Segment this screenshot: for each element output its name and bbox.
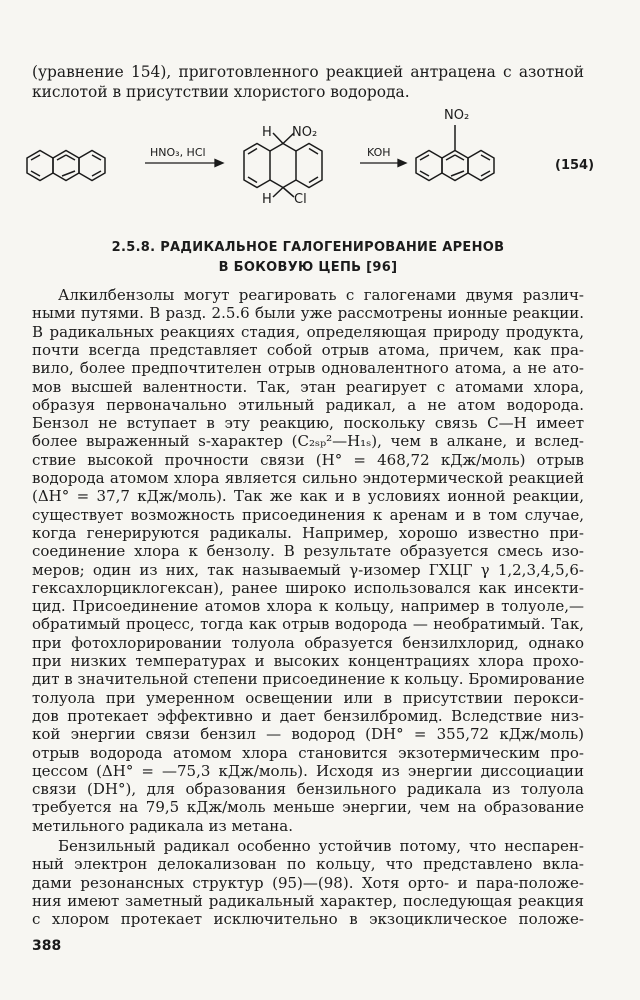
text-line: ствие высокой прочности связи (H° = 468,72 кДж/моль) отрыв [32, 450, 584, 469]
text-line: гексахлорциклогексан), ранее широко использовался как инсекти- [32, 578, 584, 597]
nitroanthracene-structure [416, 125, 494, 181]
section-heading-line1: 2.5.8. РАДИКАЛЬНОЕ ГАЛОГЕНИРОВАНИЕ АРЕНОВ [111, 240, 505, 255]
text-line: цид. Присоединение атомов хлора к кольцу, например в толуоле,— [32, 597, 584, 616]
text-line: цессом (ΔH° = —75,3 кДж/моль). Исходя из энергии диссоциации [32, 761, 584, 780]
text-line: водорода атомом хлора является сильно эндотермической реакцией [32, 469, 584, 487]
reagent-label-2: KOH [367, 146, 391, 159]
text-line: связи (DH°), для образования бензильного радикала из толуола [32, 780, 584, 799]
text-line: кой энергии связи бензил — водород (DH° = 355,72 кДж/моль) [32, 725, 584, 744]
page-number: 388 [32, 938, 62, 954]
intro-line: кислотой в присутствии хлористого водорода. [32, 83, 410, 101]
text-line: при фотохлорировании толуола образуется бензилхлорид, однако [32, 633, 584, 652]
text-line: соединение хлора к бензолу. В результате образуется смесь изо- [32, 542, 584, 561]
text-line: ния имеют заметный радикальный характер, последующая реакция [32, 891, 584, 910]
text-line: В радикальных реакциях стадия, определяющая природу продукта, [32, 322, 584, 341]
anthracene-structure [27, 151, 105, 181]
text-line: толуола при умеренном освещении или в присутствии перокси- [32, 688, 584, 707]
text-line: (ΔH° = 37,7 кДж/моль). Так же как и в условиях ионной реакции, [32, 487, 584, 506]
text-line: отрыв водорода атомом хлора становится экзотермическим про- [32, 743, 584, 762]
intro-line: (уравнение 154), приготовленного реакцией антрацена с азотной [32, 63, 584, 81]
atom-h-top: H [262, 125, 272, 140]
text-line: дов протекает эффективно и дает бензилбромид. Вследствие низ- [32, 706, 584, 725]
text-line: Алкилбензолы могут реагировать с галогенами двумя различ- [58, 286, 584, 304]
arrow-2 [360, 160, 406, 167]
dihydroanthracene-structure [244, 133, 322, 197]
text-line: почти всегда представляет собой отрыв атома, причем, как пра- [32, 340, 584, 359]
equation-number: (154) [555, 158, 595, 173]
text-line: дит в значительной степени присоединение к кольцу. Бромирование [32, 670, 585, 689]
reagent-label-1: HNO₃, HCl [150, 146, 206, 159]
text-line: мов высшей валентности. Так, этан реагирует с атомами хлора, [32, 377, 584, 396]
text-line: вило, более предпочтителен отрыв одновалентного атома, а не ато- [32, 359, 584, 378]
atom-cl: Cl [294, 192, 307, 207]
text-line: метильного радикала из метана. [32, 816, 293, 835]
atom-h-bottom: H [262, 192, 272, 207]
text-line: образуя первоначально этильный радикал, а не атом водорода. [32, 395, 584, 414]
text-line: ными путями. В разд. 2.5.6 были уже рассмотрены ионные реакции. [32, 304, 584, 323]
text-line: ный электрон делокализован по кольцу, что представлено вкла- [32, 855, 584, 874]
text-line: с хлором протекает исключительно в экзоциклическое положе- [32, 910, 584, 929]
text-line: когда генерируются радикалы. Например, хорошо известно при- [32, 523, 584, 542]
product-no2: NO₂ [444, 108, 470, 123]
group-no2: NO₂ [292, 125, 318, 140]
text-line: существует возможность присоединения к аренам и в том случае, [32, 505, 584, 524]
text-line: меров; один из них, так называемый γ-изомер ГХЦГ γ 1,2,3,4,5,6- [32, 560, 584, 579]
arrow-1 [145, 160, 223, 167]
text-line: более выраженный s-характер (C₂ₛₚ²—H₁ₛ), чем в алкане, и вслед- [32, 432, 584, 451]
text-line: Бензильный радикал особенно устойчив потому, что неспарен- [58, 837, 584, 855]
text-line: при низких температурах и высоких концентрациях хлора прохо- [32, 652, 584, 670]
section-heading-line2: В БОКОВУЮ ЦЕПЬ [96] [218, 260, 398, 275]
text-line: Бензол не вступает в эту реакцию, поскольку связь C—H имеет [32, 414, 584, 433]
text-line: дами резонансных структур (95)—(98). Хотя орто- и пара-положе- [32, 873, 584, 892]
text-line: обратимый процесс, тогда как отрыв водорода — необратимый. Так, [32, 615, 584, 634]
text-line: требуется на 79,5 кДж/моль меньше энергии, чем на образование [32, 798, 584, 817]
reaction-scheme [0, 100, 640, 210]
